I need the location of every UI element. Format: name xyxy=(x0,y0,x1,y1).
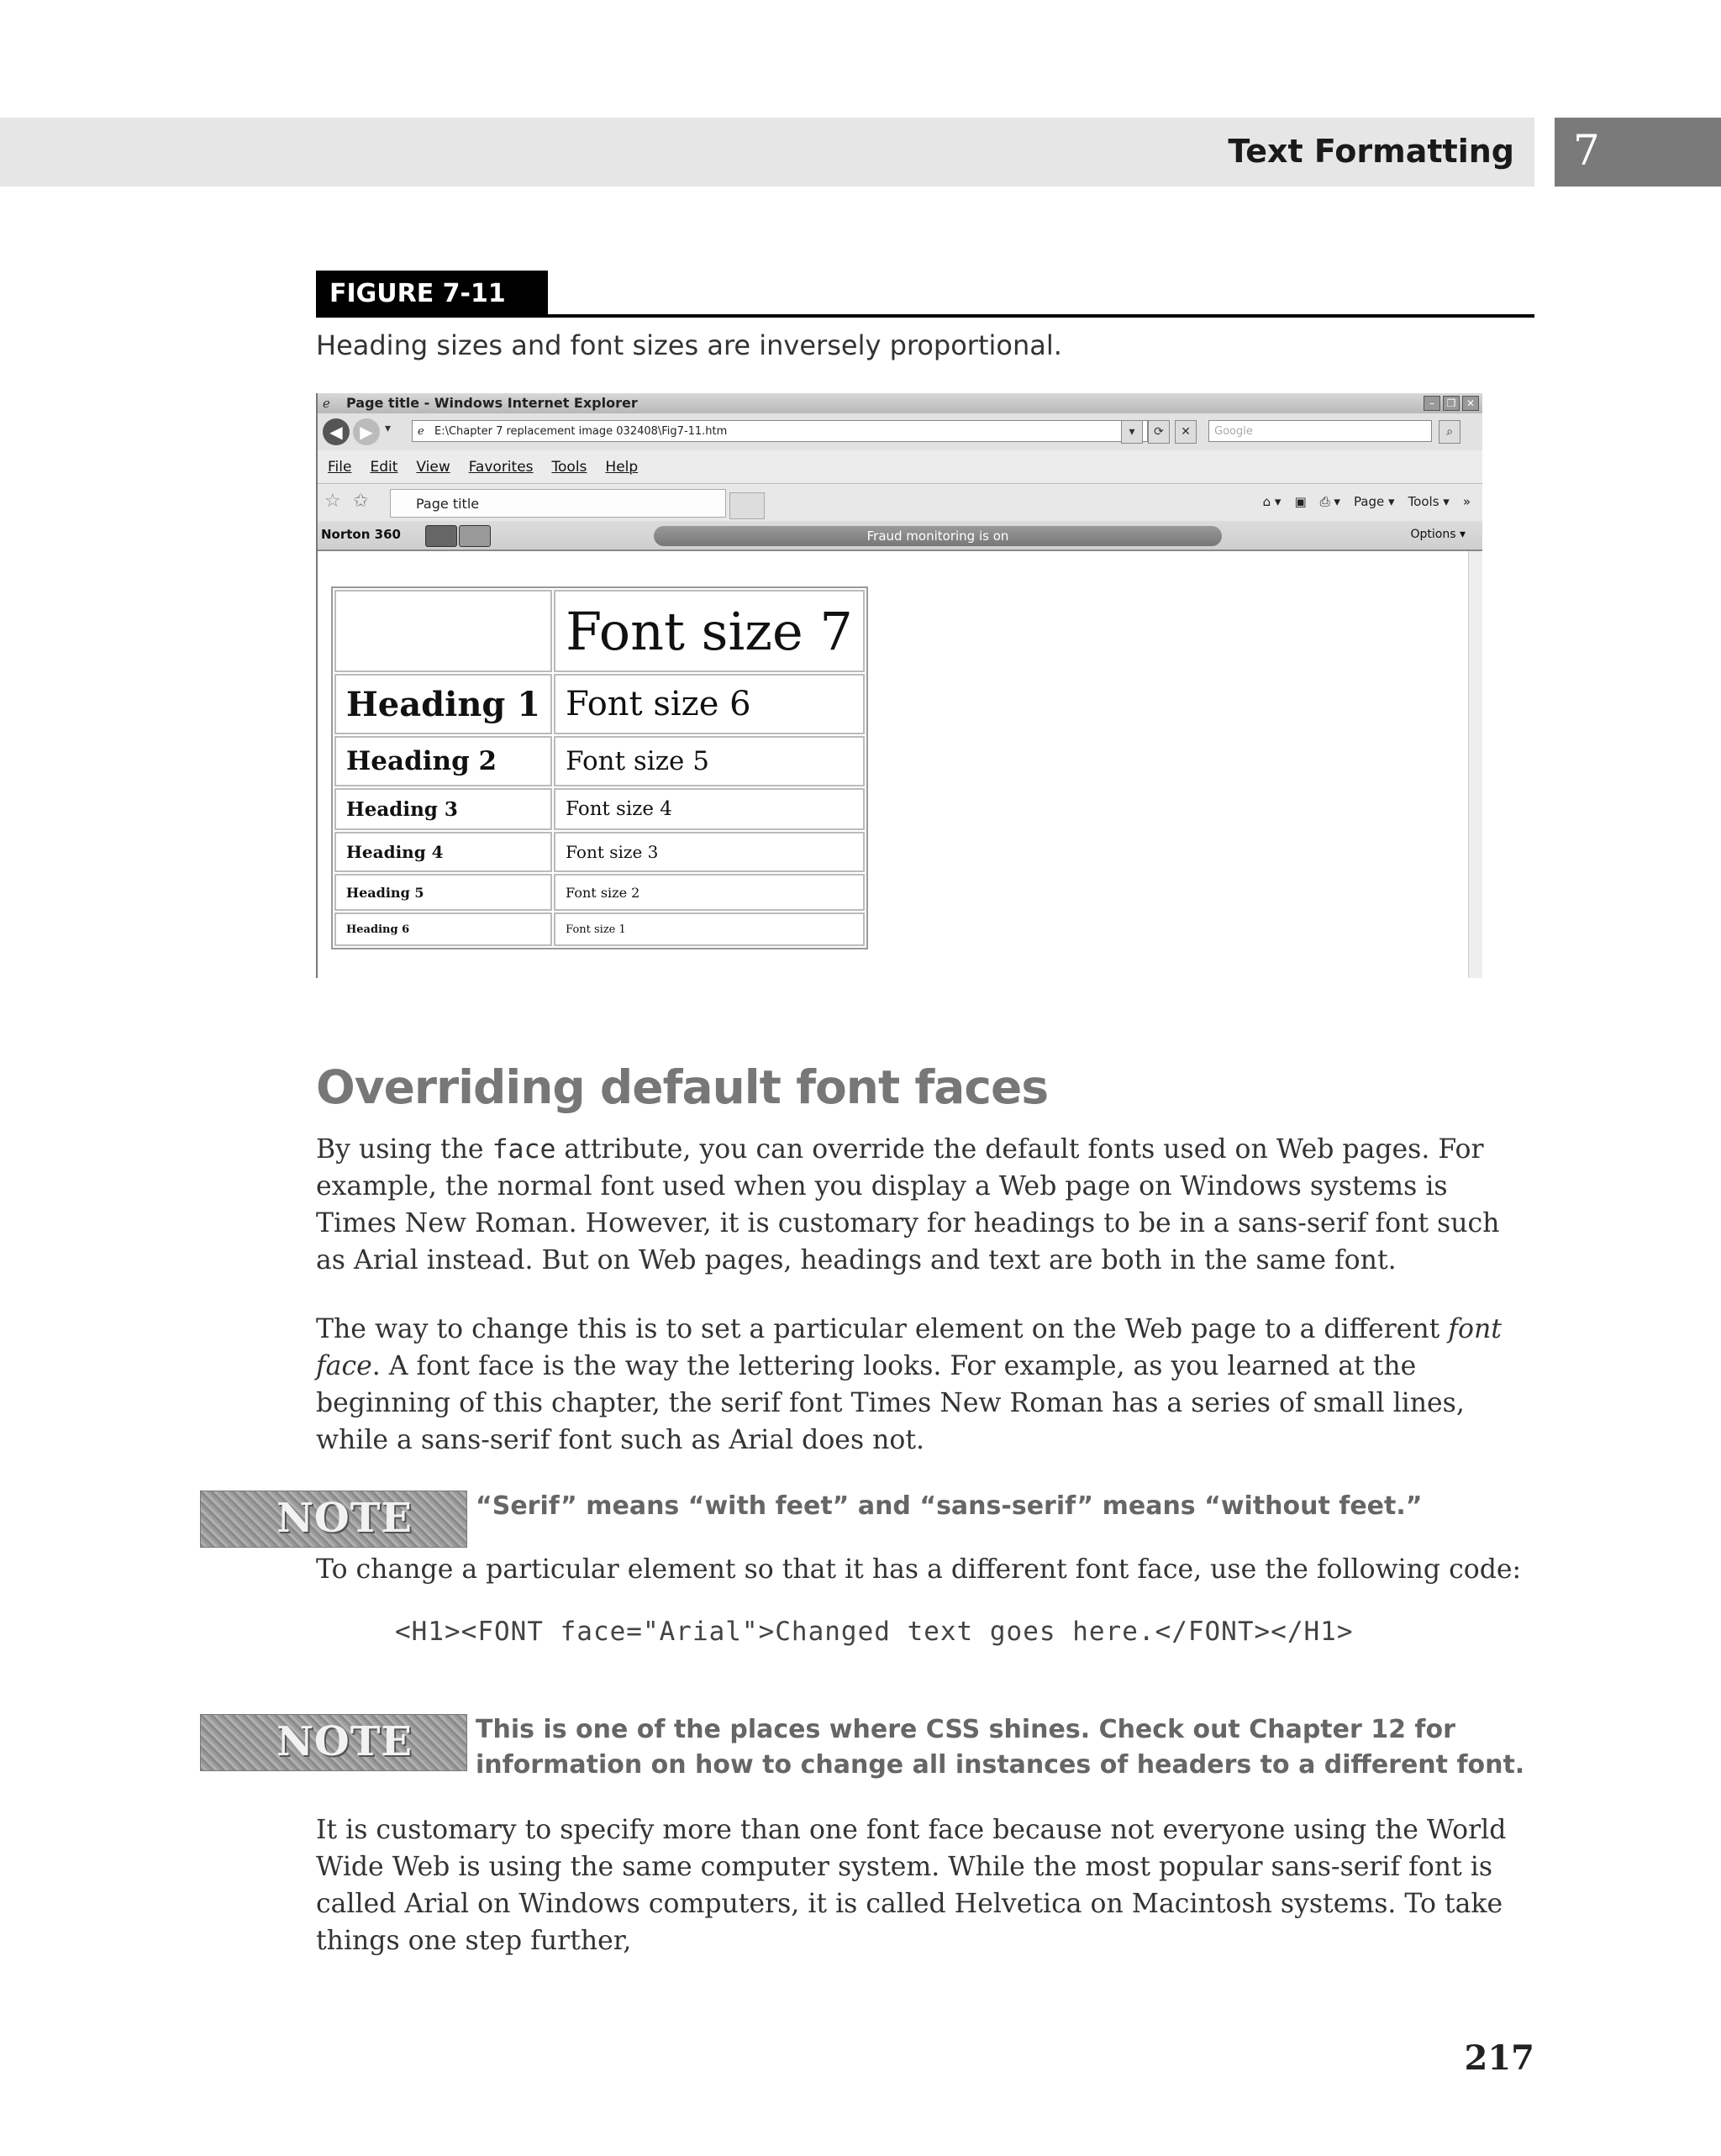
browser-screenshot xyxy=(316,393,1482,978)
inline-code: face xyxy=(492,1134,556,1165)
window-controls xyxy=(1424,396,1479,411)
paragraph-multiple-faces: It is customary to specify more than one font face because not everyone using the World Wide Web is using the same computer system. While the most popular sans-serif font is called Arial on Windows computers, it is called Helvetica on Macintosh systems. To take things one step further, xyxy=(316,1815,1507,1956)
figure-label: FIGURE 7-11 xyxy=(316,271,548,318)
menu-tools[interactable]: Tools xyxy=(551,458,587,476)
menu-bar xyxy=(318,450,1482,484)
table-cell: Heading 3 xyxy=(334,788,552,830)
paragraph-text: attribute, you can override the default fonts used on Web pages. For example, the normal font used when you display a Web page on Windows systems is Times New Roman. However, it is customary for headings to be in a sans-serif font such as Arial instead. But on Web pages, headings and text are both in the same font. xyxy=(316,1134,1500,1275)
table-cell: Heading 5 xyxy=(334,874,552,911)
running-header-title: Text Formatting xyxy=(1228,133,1514,170)
table-cell: Font size 2 xyxy=(554,874,865,911)
paragraph-face-attribute xyxy=(316,1131,1536,1279)
favorites-star-icon[interactable]: ☆ xyxy=(324,491,341,512)
add-favorite-icon[interactable]: ✩ xyxy=(353,491,369,512)
close-icon[interactable]: ✕ xyxy=(1462,396,1479,411)
figure-rule xyxy=(316,314,1534,318)
table-cell: Font size 4 xyxy=(554,788,865,830)
table-row xyxy=(334,874,865,911)
table-row xyxy=(334,912,865,946)
chapter-number: 7 xyxy=(1573,126,1600,175)
table-cell: Heading 2 xyxy=(334,736,552,786)
address-text: E:\Chapter 7 replacement image 032408\Fig7-11.htm xyxy=(434,425,728,438)
command-bar xyxy=(1263,494,1471,509)
history-dropdown-icon[interactable]: ▾ xyxy=(385,422,392,435)
table-cell: Heading 4 xyxy=(334,832,552,872)
table-row xyxy=(334,674,865,734)
font-size-table xyxy=(331,586,868,949)
minimize-icon[interactable]: – xyxy=(1424,396,1440,411)
norton-globe-icon[interactable] xyxy=(459,525,491,547)
restore-icon[interactable]: ❐ xyxy=(1443,396,1460,411)
paragraph-font-face xyxy=(316,1311,1536,1459)
norton-toolbar xyxy=(318,521,1482,551)
note-text: “Serif” means “with feet” and “sans-serif” means “without feet.” xyxy=(476,1491,1423,1521)
address-bar-row xyxy=(318,413,1482,450)
more-icon[interactable]: » xyxy=(1462,494,1471,509)
forward-button[interactable]: ▶ xyxy=(353,418,380,445)
tab-page-title[interactable] xyxy=(390,489,726,518)
favorites-bar xyxy=(318,484,1482,522)
table-cell: Font size 5 xyxy=(554,736,865,786)
refresh-icon[interactable]: ⟳ xyxy=(1148,420,1170,444)
tab-label: Page title xyxy=(416,496,480,512)
menu-view[interactable]: View xyxy=(416,458,450,476)
address-dropdown-icon[interactable]: ▾ xyxy=(1121,420,1143,444)
page-content xyxy=(318,551,1469,978)
table-row xyxy=(334,788,865,830)
page-menu[interactable]: Page ▾ xyxy=(1353,494,1395,509)
search-input[interactable]: Google xyxy=(1208,420,1432,442)
table-row xyxy=(334,590,865,672)
section-title: Overriding default font faces xyxy=(316,1060,1049,1114)
chapter-tab xyxy=(1555,118,1721,187)
menu-edit[interactable]: Edit xyxy=(370,458,398,476)
print-icon[interactable]: ⎙ ▾ xyxy=(1319,494,1340,509)
home-icon[interactable]: ⌂ ▾ xyxy=(1262,494,1282,509)
norton-label: Norton 360 xyxy=(321,527,401,542)
vertical-scrollbar[interactable] xyxy=(1468,551,1482,978)
back-button[interactable]: ◀ xyxy=(323,418,350,445)
paragraph-text: . A font face is the way the lettering looks. For example, as you learned at the beginning of this chapter, the serif font Times New Roman has a series of small lines, while a sans-serif font such as Arial does not. xyxy=(316,1351,1465,1455)
figure-caption: Heading sizes and font sizes are inversely proportional. xyxy=(316,329,1062,361)
code-example: <H1><FONT face="Arial">Changed text goes here.</FONT></H1> xyxy=(395,1617,1354,1647)
feeds-icon[interactable]: ▣ xyxy=(1294,494,1307,509)
browser-title-bar xyxy=(318,393,1482,414)
menu-favorites[interactable]: Favorites xyxy=(468,458,534,476)
menu-help[interactable]: Help xyxy=(605,458,639,476)
running-header-bar xyxy=(0,118,1534,187)
italic-term: font face xyxy=(316,1314,1502,1381)
table-cell: Font size 6 xyxy=(554,674,865,734)
note-badge xyxy=(200,1714,467,1771)
stop-icon[interactable]: ✕ xyxy=(1175,420,1197,444)
table-row xyxy=(334,832,865,872)
page-icon: ℯ xyxy=(418,425,424,438)
ie-logo-icon: ℯ xyxy=(323,396,330,411)
options-menu[interactable]: Options ▾ xyxy=(1410,528,1466,541)
paragraph-text: The way to change this is to set a particular element on the Web page to a different xyxy=(316,1314,1449,1344)
page-number: 217 xyxy=(1464,2038,1534,2078)
norton-card-icon[interactable] xyxy=(425,525,457,547)
fraud-monitoring-bar[interactable]: Fraud monitoring is on xyxy=(654,526,1222,546)
browser-window-title: Page title - Windows Internet Explorer xyxy=(346,395,638,411)
table-cell: Heading 6 xyxy=(334,912,552,946)
note-text: This is one of the places where CSS shines. Check out Chapter 12 for information on how to change all instances of headers to a different font. xyxy=(476,1715,1525,1780)
table-row xyxy=(334,736,865,786)
note-label: NOTE xyxy=(276,1495,413,1542)
new-tab-button[interactable] xyxy=(729,492,765,519)
menu-file[interactable]: File xyxy=(328,458,352,476)
table-cell xyxy=(334,590,552,672)
table-cell: Font size 1 xyxy=(554,912,865,946)
table-cell: Font size 3 xyxy=(554,832,865,872)
paragraph-text: By using the xyxy=(316,1134,492,1165)
address-input[interactable] xyxy=(412,420,1148,442)
paragraph-change-element: To change a particular element so that it has a different font face, use the following code: xyxy=(316,1554,1522,1585)
table-cell: Font size 7 xyxy=(554,590,865,672)
note-badge xyxy=(200,1491,467,1548)
tools-menu[interactable]: Tools ▾ xyxy=(1408,494,1450,509)
table-cell: Heading 1 xyxy=(334,674,552,734)
note-label: NOTE xyxy=(276,1718,413,1765)
search-icon[interactable]: ⌕ xyxy=(1439,420,1460,444)
